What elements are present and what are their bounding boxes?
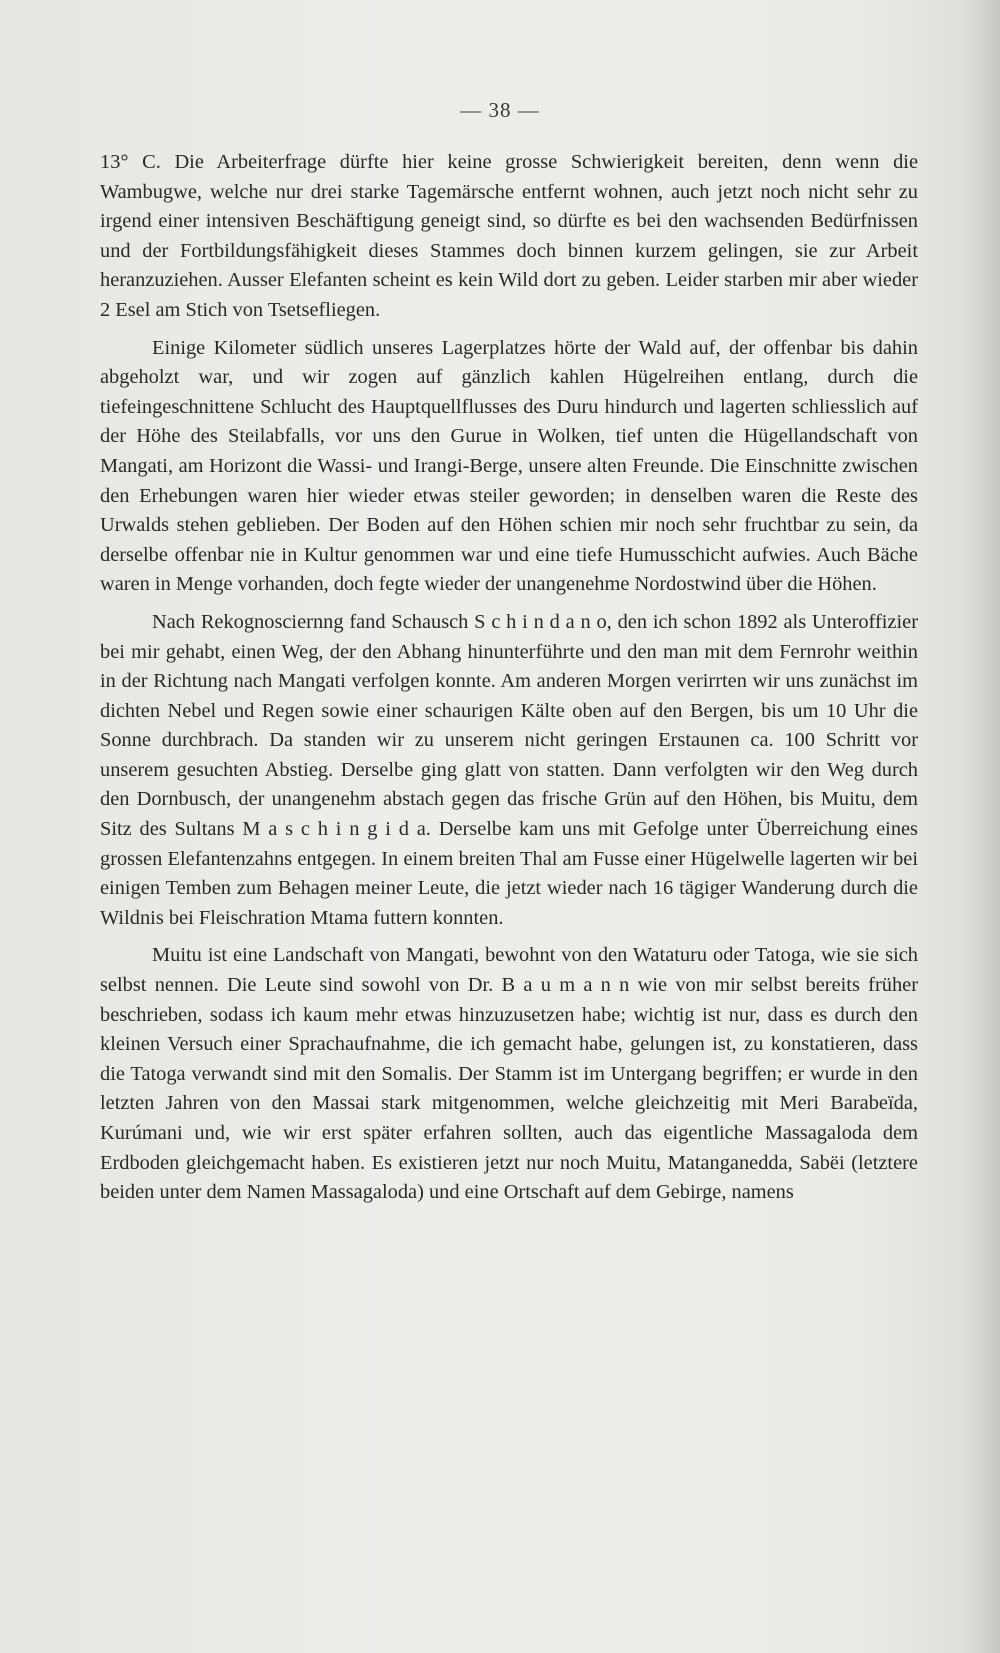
paragraph-2: Einige Kilometer südlich unseres Lagerplatzes hörte der Wald auf, der offenbar bis dahin abgeholzt war, und wir zogen auf gänzlich kahlen Hügelreihen entlang, durch die tiefeingeschnittene Schlucht des Hauptquellflusses des Duru hindurch und lagerten schliesslich auf der Höhe des Steilabfalls, vor uns den Gurue in Wolken, tief unten die Hügellandschaft von Mangati, am Horizont die Wassi- und Irangi-Berge, unsere alten Freunde. Die Einschnitte zwischen den Erhebungen waren hier wieder etwas steiler geworden; in denselben waren die Reste des Urwalds stehen geblieben. Der Boden auf den Höhen schien mir noch sehr fruchtbar zu sein, da derselbe offenbar nie in Kultur genommen war und eine tiefe Humusschicht aufwies. Auch Bäche waren in Menge vorhanden, doch fegte wieder der unangenehme Nordostwind über die Höhen. bbox=[100, 336, 918, 596]
paragraph-4: Muitu ist eine Landschaft von Mangati, bewohnt von den Wataturu oder Tatoga, wie sie sich selbst nennen. Die Leute sind sowohl von Dr. B a u m a n n wie von mir selbst bereits früher beschrieben, sodass ich kaum mehr etwas hinzuzusetzen habe; wichtig ist nur, dass es durch den kleinen Versuch einer Sprachaufnahme, die ich gemacht habe, gelungen ist, zu konstatieren, dass die Tatoga verwandt sind mit den Somalis. Der Stamm ist im Untergang begriffen; er wurde in den letzten Jahren von den Massai stark mitgenommen, welche gleichzeitig mit Meri Barabeïda, Kurúmani und, wie wir erst später erfahren sollten, auch das eigentliche Massagaloda dem Erdboden gleichgemacht haben. Es existieren jetzt nur noch Muitu, Matanganedda, Sabëi (letztere beiden unter dem Namen Massagaloda) und eine Ortschaft auf dem Gebirge, namens bbox=[100, 944, 918, 1204]
body-text bbox=[100, 148, 918, 1208]
page-number: — 38 — bbox=[460, 98, 540, 122]
page-fold-shadow bbox=[962, 0, 1000, 1653]
paragraph-1: 13° C. Die Arbeiterfrage dürfte hier keine grosse Schwierigkeit bereiten, denn wenn die Wambugwe, welche nur drei starke Tagemärsche entfernt wohnen, auch jetzt noch nicht sehr zu irgend einer intensiven Beschäftigung geneigt sind, so dürfte es bei den wachsenden Bedürfnissen und der Fortbildungsfähigkeit dieses Stammes doch binnen kurzem gelingen, sie zur Arbeit heranzuziehen. Ausser Elefanten scheint es kein Wild dort zu geben. Leider starben mir aber wieder 2 Esel am Stich von Tsetsefliegen. bbox=[100, 151, 918, 321]
paragraph-3: Nach Rekognosciernng fand Schausch S c h i n d a n o, den ich schon 1892 als Unteroffizier bei mir gehabt, einen Weg, der den Abhang hinunterführte und den man mit dem Fernrohr weithin in der Richtung nach Mangati verfolgen konnte. Am anderen Morgen verirrten wir uns zunächst im dichten Nebel und Regen sowie einer schaurigen Kälte oben auf den Bergen, bis um 10 Uhr die Sonne durchbrach. Da standen wir zu unserem nicht geringen Erstaunen ca. 100 Schritt vor unserem gesuchten Abstieg. Derselbe ging glatt von statten. Dann verfolgten wir den Weg durch den Dornbusch, der unangenehm abstach gegen das frische Grün auf den Höhen, bis Muitu, dem Sitz des Sultans M a s c h i n g i d a. Derselbe kam uns mit Gefolge unter Überreichung eines grossen Elefantenzahns entgegen. In einem breiten Thal am Fusse einer Hügelwelle lagerten wir bei einigen Temben zum Behagen meiner Leute, die jetzt wieder nach 16 tägiger Wanderung durch die Wildnis bei Fleischration Mtama futtern konnten. bbox=[100, 610, 918, 929]
